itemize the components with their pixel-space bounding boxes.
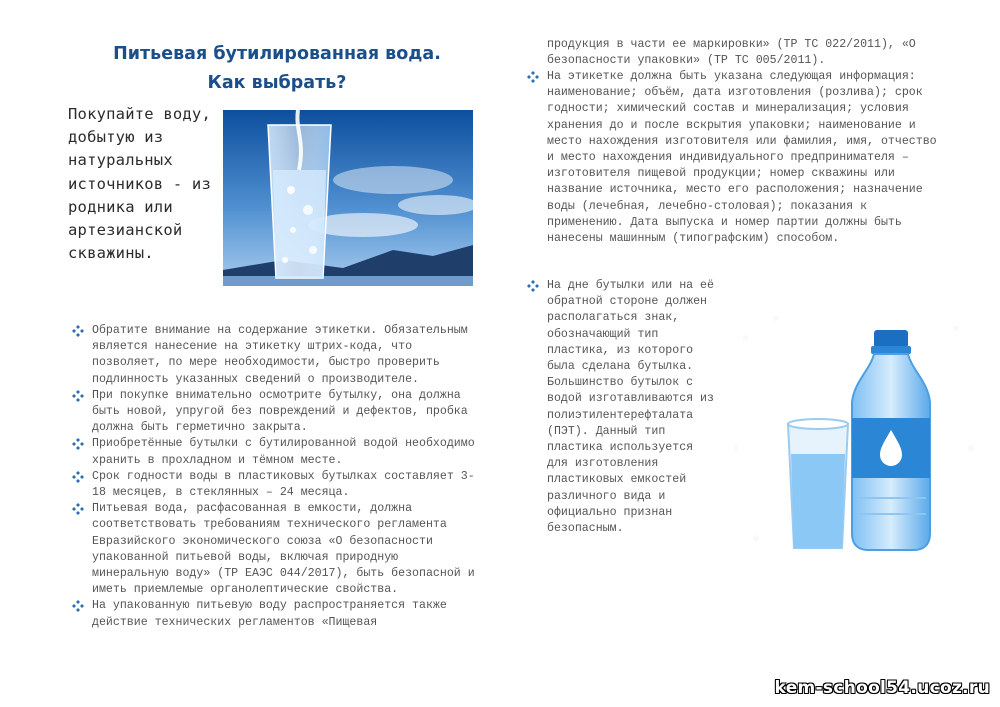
diamond-bullet-icon [527, 278, 541, 294]
list-item: На дне бутылки или на её обратной стороне должен располагаться знак, обозначающий тип пластика, из которого была сделана бутылка. Большинство бутылок с водой изготавливаются из полиэтилентерефталата (ПЭТ). Данный тип пластика используется для изготовления пластиковых емкостей различного вида и официально признан безопасным. [525, 278, 715, 537]
diamond-bullet-icon [72, 388, 86, 404]
diamond-bullet-icon [72, 501, 86, 517]
bottle-and-glass-illustration [716, 298, 990, 588]
diamond-bullet-icon [72, 598, 86, 614]
list-item: На этикетке должна быть указана следующая информация: наименование; объём, дата изготовления (розлива); срок годности; химический состав и минерализация; условия хранения до и после вскрытия упаковки; наименование и место нахождения изготовителя или фамилия, имя, отчество и место нахождения индивидуального предпринимателя – изготовителя пищевой продукции; номер скважины или название источника, место его расположения; назначение воды (лечебная, лечебно-столовая); показания к применению. Дата выпуска и номер партии должны быть нанесены машинным (типографским) способом. [525, 69, 945, 247]
page-title [92, 40, 462, 98]
list-item: Приобретённые бутылки с бутилированной водой необходимо хранить в прохладном и тёмном месте. [70, 436, 480, 468]
list-item: Срок годности воды в пластиковых бутылках составляет 3-18 месяцев, в стеклянных – 24 месяца. [70, 469, 480, 501]
list-item: На упакованную питьевую воду распространяется также действие технических регламентов «Пищевая [70, 598, 480, 630]
water-glass-photo [223, 110, 473, 286]
left-bullet-list [70, 323, 480, 631]
right-bullet-list [525, 69, 945, 247]
list-item: Питьевая вода, расфасованная в емкости, должна соответствовать требованиям технического регламента Евразийского экономического союза «О безопасности упакованной питьевой воды, включая природную минеральную воду» (ТР ЕАЭС 044/2017), быть безопасной и иметь приемлемые органолептические свойства. [70, 501, 480, 598]
intro-text: Покупайте воду, добытую из натуральных источников - из родника или артезианской скважины. [68, 105, 211, 263]
site-watermark: kem-school54.ucoz.ru [774, 678, 990, 698]
title-line-1: Питьевая бутилированная вода. [113, 44, 441, 64]
right-continuation-text: продукция в части ее маркировки» (ТР ТС 022/2011), «О безопасности упаковки» (ТР ТС 005/2011). [547, 38, 916, 68]
diamond-bullet-icon [527, 69, 541, 85]
diamond-bullet-icon [72, 469, 86, 485]
title-line-2: Как выбрать? [207, 73, 347, 93]
list-item: Обратите внимание на содержание этикетки. Обязательным является нанесение на этикетку штрих-кода, что позволяет, по мере необходимости, быстро проверить подлинность указанных сведений о производителе. [70, 323, 480, 388]
list-item: При покупке внимательно осмотрите бутылку, она должна быть новой, упругой без повреждений и дефектов, пробка должна быть герметично закрыта. [70, 388, 480, 437]
right-bullet-list-narrow [525, 278, 715, 537]
diamond-bullet-icon [72, 323, 86, 339]
diamond-bullet-icon [72, 436, 86, 452]
